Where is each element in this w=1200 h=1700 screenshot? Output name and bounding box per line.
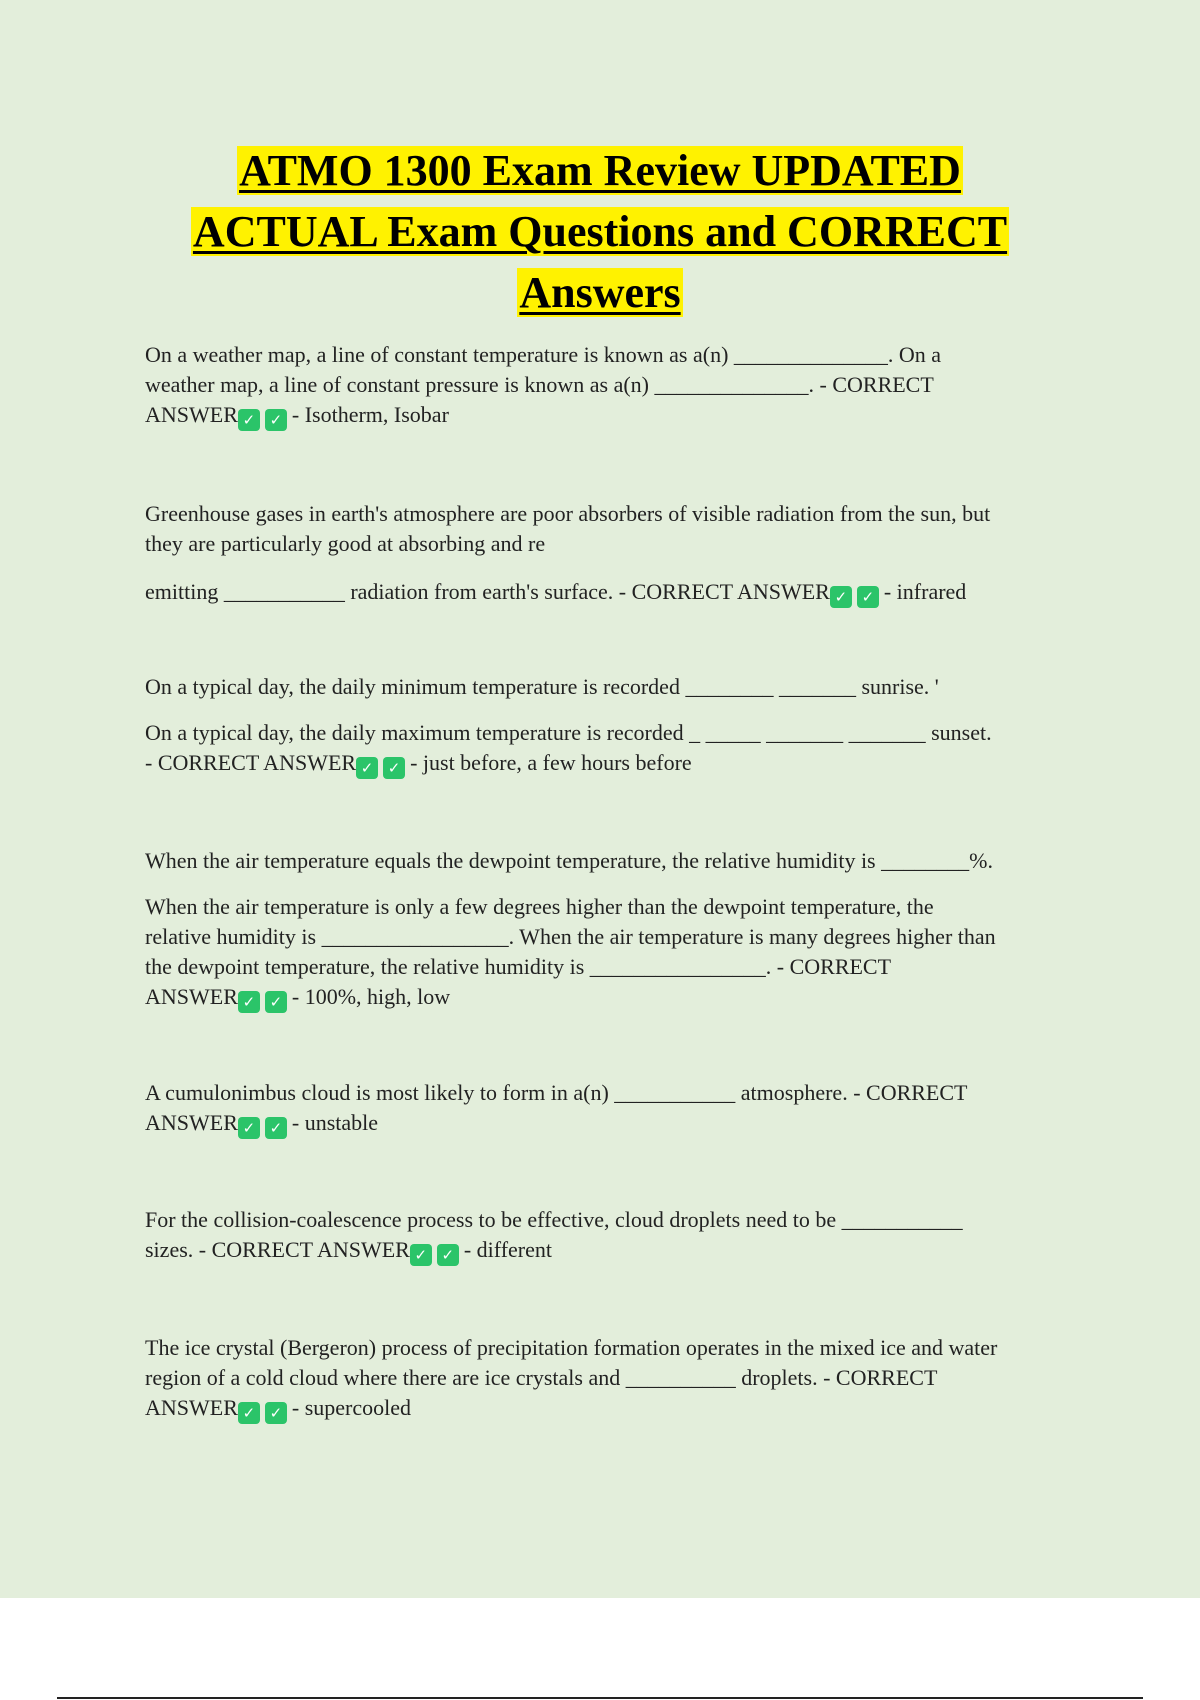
check-mark-icon: ✓: [238, 1117, 260, 1139]
check-mark-icon: ✓: [356, 757, 378, 779]
check-mark-icon: ✓: [265, 991, 287, 1013]
check-mark-icon: ✓: [238, 991, 260, 1013]
footer-divider: [57, 1697, 1143, 1699]
answer-text: - different: [463, 1237, 552, 1262]
check-mark-icon: ✓: [857, 586, 879, 608]
question-6: [145, 1205, 1085, 1266]
answer-label: - CORRECT ANSWER: [145, 750, 357, 775]
document-title: [100, 140, 1100, 323]
check-mark-icon: ✓: [265, 1402, 287, 1424]
question-4-para-1: When the air temperature equals the dewpoint temperature, the relative humidity is ________%.: [145, 848, 993, 873]
title-line-3: Answers: [519, 268, 681, 317]
answer-text: - supercooled: [291, 1395, 412, 1420]
question-5-line-1: A cumulonimbus cloud is most likely to form in a(n) ___________ atmosphere. - CORRECT: [145, 1080, 968, 1105]
answer-text: - unstable: [291, 1110, 379, 1135]
question-4: [145, 846, 1085, 1013]
question-1-line-1: On a weather map, a line of constant temperature is known as a(n) ______________. On a: [145, 342, 942, 367]
check-mark-icon: ✓: [265, 1117, 287, 1139]
check-mark-icon: ✓: [830, 586, 852, 608]
check-mark-icon: ✓: [238, 1402, 260, 1424]
check-mark-icon: ✓: [265, 409, 287, 431]
answer-text: - 100%, high, low: [291, 984, 451, 1009]
question-4-para-2-line-2: relative humidity is _________________. When the air temperature is many degrees higher than: [145, 924, 996, 949]
question-2-para-2: emitting ___________ radiation from earth's surface. - CORRECT ANSWER: [145, 579, 830, 604]
question-2-para-1-line-1: Greenhouse gases in earth's atmosphere are poor absorbers of visible radiation from the sun, but: [145, 501, 991, 526]
answer-text: - infrared: [883, 579, 967, 604]
question-7-line-2: region of a cold cloud where there are ice crystals and __________ droplets. - CORRECT: [145, 1365, 938, 1390]
answer-label: ANSWER: [145, 1395, 238, 1420]
answer-label: sizes. - CORRECT ANSWER: [145, 1237, 410, 1262]
question-7-line-1: The ice crystal (Bergeron) process of precipitation formation operates in the mixed ice and water: [145, 1335, 998, 1360]
answer-label: ANSWER: [145, 402, 238, 427]
title-line-1: ATMO 1300 Exam Review UPDATED: [239, 146, 961, 195]
question-3-para-1: On a typical day, the daily minimum temperature is recorded ________ _______ sunrise. ': [145, 674, 939, 699]
title-line-2: ACTUAL Exam Questions and CORRECT: [192, 207, 1008, 256]
question-2: [145, 499, 1085, 608]
answer-label: ANSWER: [145, 1110, 238, 1135]
question-4-para-2-line-1: When the air temperature is only a few degrees higher than the dewpoint temperature, the: [145, 894, 934, 919]
answer-text: - just before, a few hours before: [410, 750, 692, 775]
check-mark-icon: ✓: [238, 409, 260, 431]
question-1-line-2: weather map, a line of constant pressure is known as a(n) ______________. - CORRECT: [145, 372, 934, 397]
question-4-para-2-line-3: the dewpoint temperature, the relative humidity is ________________. - CORRECT: [145, 954, 892, 979]
question-5: [145, 1078, 1085, 1139]
check-mark-icon: ✓: [383, 757, 405, 779]
answer-label: ANSWER: [145, 984, 238, 1009]
question-2-para-1-line-2: they are particularly good at absorbing and re: [145, 531, 546, 556]
check-mark-icon: ✓: [437, 1244, 459, 1266]
check-mark-icon: ✓: [410, 1244, 432, 1266]
question-3-para-2: On a typical day, the daily maximum temperature is recorded _ _____ _______ _______ sunset.: [145, 720, 992, 745]
question-1: [145, 340, 1085, 431]
question-7: [145, 1333, 1085, 1424]
question-3: [145, 672, 1085, 779]
question-6-line-1: For the collision-coalescence process to be effective, cloud droplets need to be ___________: [145, 1207, 963, 1232]
answer-text: - Isotherm, Isobar: [291, 402, 449, 427]
